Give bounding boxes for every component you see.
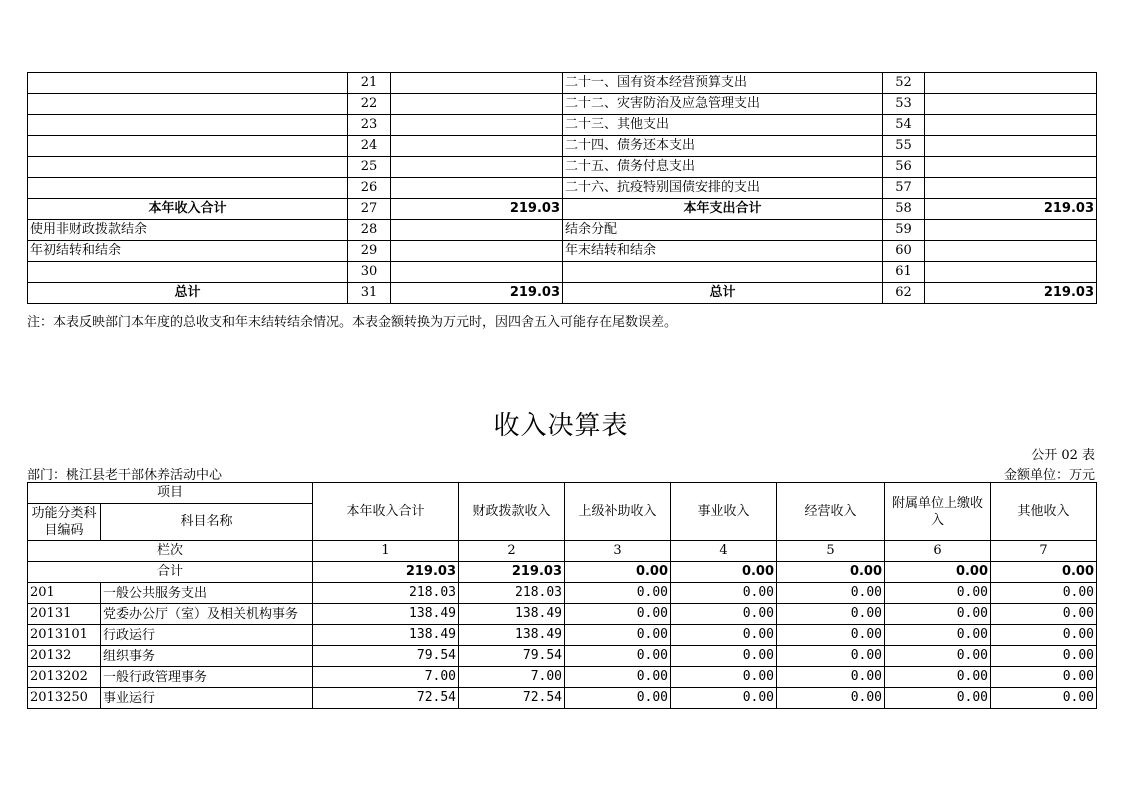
summary-left-line-no: 28 — [348, 220, 391, 241]
amount-cell: 79.54 — [459, 646, 565, 667]
total-value: 0.00 — [885, 562, 991, 583]
total-value: 0.00 — [671, 562, 777, 583]
amount-cell: 0.00 — [777, 604, 885, 625]
summary-left-line-no: 25 — [348, 157, 391, 178]
col-number: 2 — [459, 541, 565, 562]
col-number: 3 — [565, 541, 671, 562]
summary-left-amount — [391, 157, 563, 178]
amount-cell: 0.00 — [671, 688, 777, 709]
amount-cell: 0.00 — [991, 667, 1097, 688]
amount-cell: 72.54 — [313, 688, 459, 709]
amount-cell: 0.00 — [885, 646, 991, 667]
amount-cell: 0.00 — [565, 688, 671, 709]
summary-right-label: 二十五、债务付息支出 — [563, 157, 883, 178]
amount-cell: 0.00 — [991, 646, 1097, 667]
summary-left-label — [28, 73, 348, 94]
subject-name: 一般公共服务支出 — [101, 583, 313, 604]
amount-cell: 218.03 — [313, 583, 459, 604]
subject-name: 事业运行 — [101, 688, 313, 709]
summary-right-label: 二十四、债务还本支出 — [563, 136, 883, 157]
amount-cell: 138.49 — [459, 625, 565, 646]
header-code: 功能分类科目编码 — [28, 504, 101, 541]
total-value: 0.00 — [991, 562, 1097, 583]
summary-right-amount: 219.03 — [925, 199, 1097, 220]
amount-cell: 0.00 — [777, 646, 885, 667]
table-row — [28, 646, 1097, 667]
summary-left-label — [28, 262, 348, 283]
summary-right-line-no: 54 — [883, 115, 925, 136]
summary-right-label — [563, 262, 883, 283]
summary-row — [28, 94, 1097, 115]
summary-left-line-no: 24 — [348, 136, 391, 157]
col-number: 4 — [671, 541, 777, 562]
summary-right-line-no: 60 — [883, 241, 925, 262]
amount-cell: 0.00 — [991, 625, 1097, 646]
amount-cell: 0.00 — [671, 604, 777, 625]
header-col-3: 上级补助收入 — [565, 483, 671, 541]
summary-row — [28, 73, 1097, 94]
summary-right-line-no: 61 — [883, 262, 925, 283]
amount-cell: 0.00 — [991, 688, 1097, 709]
amount-cell: 79.54 — [313, 646, 459, 667]
amount-cell: 7.00 — [459, 667, 565, 688]
summary-right-line-no: 59 — [883, 220, 925, 241]
summary-row — [28, 199, 1097, 220]
table-row — [28, 604, 1097, 625]
amount-cell: 0.00 — [991, 604, 1097, 625]
amount-cell: 0.00 — [671, 646, 777, 667]
summary-left-amount: 219.03 — [391, 283, 563, 304]
subject-code: 2013101 — [28, 625, 101, 646]
table-row — [28, 667, 1097, 688]
total-value: 0.00 — [777, 562, 885, 583]
summary-right-amount — [925, 115, 1097, 136]
summary-right-line-no: 52 — [883, 73, 925, 94]
summary-note: 注：本表反映部门本年度的总收支和年末结转结余情况。本表金额转换为万元时，因四舍五入可能存在尾数误差。 — [27, 315, 678, 330]
summary-left-amount — [391, 220, 563, 241]
summary-right-amount — [925, 262, 1097, 283]
amount-cell: 0.00 — [565, 583, 671, 604]
amount-cell: 0.00 — [991, 583, 1097, 604]
subject-code: 20131 — [28, 604, 101, 625]
amount-cell: 138.49 — [459, 604, 565, 625]
col-number: 5 — [777, 541, 885, 562]
subject-name: 行政运行 — [101, 625, 313, 646]
form-number: 公开 02 表 — [1031, 448, 1095, 463]
summary-left-line-no: 22 — [348, 94, 391, 115]
summary-right-amount — [925, 73, 1097, 94]
department-label: 部门：桃江县老干部休养活动中心 — [27, 468, 223, 483]
summary-left-label: 使用非财政拨款结余 — [28, 220, 348, 241]
summary-right-label: 本年支出合计 — [563, 199, 883, 220]
page-title: 收入决算表 — [493, 411, 629, 441]
summary-right-label: 二十三、其他支出 — [563, 115, 883, 136]
subject-code: 2013250 — [28, 688, 101, 709]
amount-cell: 0.00 — [671, 667, 777, 688]
amount-cell: 0.00 — [885, 604, 991, 625]
summary-right-label: 二十二、灾害防治及应急管理支出 — [563, 94, 883, 115]
header-name: 科目名称 — [101, 504, 313, 541]
summary-left-line-no: 30 — [348, 262, 391, 283]
total-value: 219.03 — [459, 562, 565, 583]
summary-left-amount — [391, 94, 563, 115]
summary-left-amount — [391, 241, 563, 262]
amount-cell: 138.49 — [313, 625, 459, 646]
amount-cell: 72.54 — [459, 688, 565, 709]
summary-right-line-no: 62 — [883, 283, 925, 304]
summary-right-label: 年末结转和结余 — [563, 241, 883, 262]
header-col-4: 事业收入 — [671, 483, 777, 541]
amount-unit-label: 金额单位：万元 — [1003, 468, 1095, 483]
summary-left-label: 总计 — [28, 283, 348, 304]
subject-name: 党委办公厅（室）及相关机构事务 — [101, 604, 313, 625]
amount-cell: 0.00 — [565, 667, 671, 688]
header-col-5: 经营收入 — [777, 483, 885, 541]
summary-right-label: 二十一、国有资本经营预算支出 — [563, 73, 883, 94]
header-col-1: 本年收入合计 — [313, 483, 459, 541]
summary-left-amount — [391, 115, 563, 136]
amount-cell: 0.00 — [565, 646, 671, 667]
amount-cell: 0.00 — [777, 688, 885, 709]
summary-row — [28, 157, 1097, 178]
total-value: 0.00 — [565, 562, 671, 583]
summary-right-line-no: 58 — [883, 199, 925, 220]
summary-left-line-no: 31 — [348, 283, 391, 304]
summary-left-line-no: 23 — [348, 115, 391, 136]
amount-cell: 7.00 — [313, 667, 459, 688]
summary-right-amount — [925, 178, 1097, 199]
summary-row — [28, 283, 1097, 304]
summary-left-line-no: 21 — [348, 73, 391, 94]
table-row — [28, 688, 1097, 709]
summary-row — [28, 262, 1097, 283]
amount-cell: 0.00 — [671, 625, 777, 646]
amount-cell: 0.00 — [885, 583, 991, 604]
amount-cell: 0.00 — [777, 583, 885, 604]
summary-right-line-no: 57 — [883, 178, 925, 199]
summary-right-label: 总计 — [563, 283, 883, 304]
summary-left-amount — [391, 178, 563, 199]
summary-row — [28, 115, 1097, 136]
summary-left-line-no: 26 — [348, 178, 391, 199]
amount-cell: 0.00 — [885, 688, 991, 709]
summary-row — [28, 136, 1097, 157]
amount-cell: 0.00 — [777, 667, 885, 688]
amount-cell: 0.00 — [885, 667, 991, 688]
summary-left-amount — [391, 262, 563, 283]
summary-right-amount — [925, 241, 1097, 262]
summary-right-amount — [925, 94, 1097, 115]
amount-cell: 0.00 — [565, 625, 671, 646]
summary-left-label — [28, 94, 348, 115]
subject-code: 201 — [28, 583, 101, 604]
header-col-7: 其他收入 — [991, 483, 1097, 541]
summary-right-line-no: 56 — [883, 157, 925, 178]
summary-left-label — [28, 157, 348, 178]
col-number: 7 — [991, 541, 1097, 562]
header-col-6: 附属单位上缴收入 — [885, 483, 991, 541]
summary-left-label — [28, 115, 348, 136]
amount-cell: 218.03 — [459, 583, 565, 604]
income-table — [27, 482, 1097, 709]
amount-cell: 0.00 — [671, 583, 777, 604]
header-item: 项目 — [28, 483, 313, 504]
amount-cell: 138.49 — [313, 604, 459, 625]
summary-right-label: 结余分配 — [563, 220, 883, 241]
summary-left-label — [28, 178, 348, 199]
summary-right-amount: 219.03 — [925, 283, 1097, 304]
header-col-2: 财政拨款收入 — [459, 483, 565, 541]
summary-row — [28, 178, 1097, 199]
total-value: 219.03 — [313, 562, 459, 583]
summary-right-amount — [925, 136, 1097, 157]
summary-row — [28, 220, 1097, 241]
col-number-label: 栏次 — [28, 541, 313, 562]
total-label: 合计 — [28, 562, 313, 583]
summary-left-amount — [391, 73, 563, 94]
subject-code: 2013202 — [28, 667, 101, 688]
subject-code: 20132 — [28, 646, 101, 667]
summary-left-line-no: 27 — [348, 199, 391, 220]
col-number: 1 — [313, 541, 459, 562]
summary-right-line-no: 55 — [883, 136, 925, 157]
total-row — [28, 562, 1097, 583]
amount-cell: 0.00 — [777, 625, 885, 646]
subject-name: 一般行政管理事务 — [101, 667, 313, 688]
summary-right-line-no: 53 — [883, 94, 925, 115]
subject-name: 组织事务 — [101, 646, 313, 667]
amount-cell: 0.00 — [565, 604, 671, 625]
amount-cell: 0.00 — [885, 625, 991, 646]
summary-table — [27, 72, 1097, 304]
summary-left-amount — [391, 136, 563, 157]
summary-row — [28, 241, 1097, 262]
col-number: 6 — [885, 541, 991, 562]
summary-left-label: 年初结转和结余 — [28, 241, 348, 262]
summary-right-amount — [925, 157, 1097, 178]
summary-left-line-no: 29 — [348, 241, 391, 262]
table-row — [28, 625, 1097, 646]
summary-left-amount: 219.03 — [391, 199, 563, 220]
table-row — [28, 583, 1097, 604]
summary-right-amount — [925, 220, 1097, 241]
summary-left-label — [28, 136, 348, 157]
summary-left-label: 本年收入合计 — [28, 199, 348, 220]
summary-right-label: 二十六、抗疫特别国债安排的支出 — [563, 178, 883, 199]
